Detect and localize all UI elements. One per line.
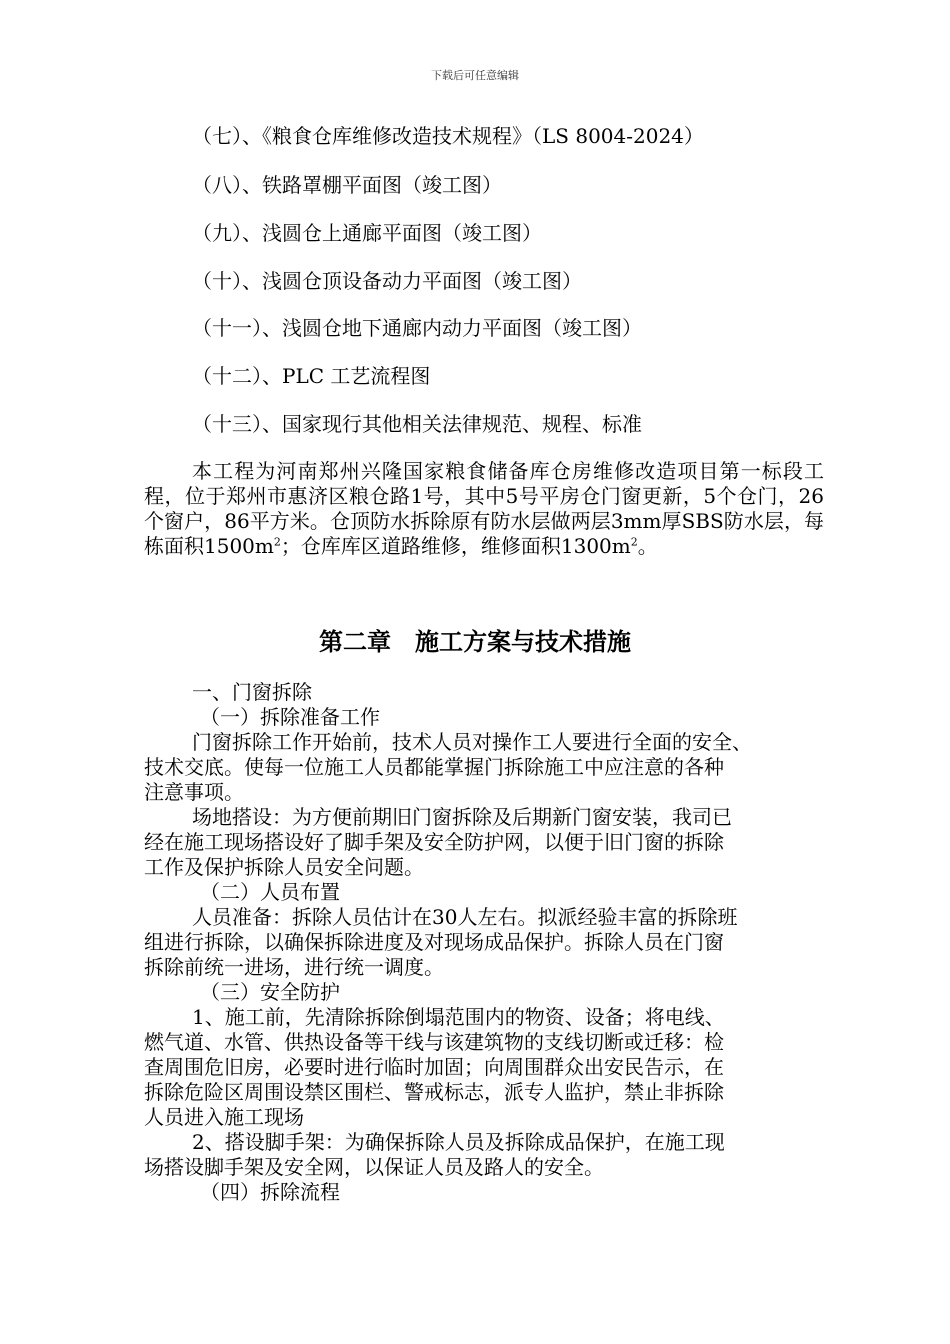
superscript: 2 xyxy=(630,535,638,549)
reference-item: （八）、铁路罩棚平面图（竣工图） xyxy=(192,173,502,197)
body-line: 人员准备：拆除人员估计在30人左右。拟派经验丰富的拆除班 xyxy=(192,905,738,929)
superscript: 2 xyxy=(273,535,281,549)
reference-item: （十二）、PLC 工艺流程图 xyxy=(192,364,431,388)
reference-item: （十三）、国家现行其他相关法律规范、规程、标准 xyxy=(192,412,642,436)
body-line: 工作及保护拆除人员安全问题。 xyxy=(144,855,424,879)
reference-item: （七）、《粮食仓库维修改造技术规程》（LS 8004-2024） xyxy=(192,124,704,148)
body-line: 经在施工现场搭设好了脚手架及安全防护网，以便于旧门窗的拆除 xyxy=(144,830,724,854)
overview-text: ；仓库库区道路维修，维修面积1300m xyxy=(280,534,631,558)
body-line: 技术交底。使每一位施工人员都能掌握门拆除施工中应注意的各种 xyxy=(144,755,724,779)
body-line: 拆除前统一进场，进行统一调度。 xyxy=(144,955,444,979)
body-line: 燃气道、水管、供热设备等干线与该建筑物的支线切断或迁移：检 xyxy=(144,1030,724,1054)
overview-text: 本工程为河南郑州兴隆国家粮食储备库仓房维修改造项目第一标段工程，位于郑州市惠济区粮仓路1号，其中5号平房仓门窗更新，5个仓门，26个窗户，86平方米。仓顶防水拆除原有防水层做两层3mm厚SBS防水层，每栋面积1500m xyxy=(144,459,824,558)
reference-item: （九）、浅圆仓上通廊平面图（竣工图） xyxy=(192,221,542,245)
section-heading: 一、门窗拆除 xyxy=(192,680,312,704)
body-line: 场搭设脚手架及安全网，以保证人员及路人的安全。 xyxy=(144,1155,604,1179)
subsection-heading: （二）人员布置 xyxy=(200,880,340,904)
watermark-text: 下载后可任意编辑 xyxy=(431,69,519,82)
subsection-heading: （三）安全防护 xyxy=(200,980,340,1004)
body-line: 场地搭设：为方便前期旧门窗拆除及后期新门窗安装，我司已 xyxy=(192,805,732,829)
body-line: 2、搭设脚手架：为确保拆除人员及拆除成品保护，在施工现 xyxy=(192,1130,725,1154)
subsection-heading: （一）拆除准备工作 xyxy=(200,705,380,729)
overview-text: 。 xyxy=(637,534,658,558)
body-line: 组进行拆除，以确保拆除进度及对现场成品保护。拆除人员在门窗 xyxy=(144,930,724,954)
body-line: 注意事项。 xyxy=(144,780,244,804)
project-overview-paragraph xyxy=(144,459,824,559)
reference-item: （十）、浅圆仓顶设备动力平面图（竣工图） xyxy=(192,269,582,293)
body-line: 查周围危旧房，必要时进行临时加固；向周围群众出安民告示，在 xyxy=(144,1055,724,1079)
chapter-title: 第二章 施工方案与技术措施 xyxy=(319,627,631,656)
reference-item: （十一）、浅圆仓地下通廊内动力平面图（竣工图） xyxy=(192,316,642,340)
body-line: 人员进入施工现场 xyxy=(144,1105,304,1129)
subsection-heading: （四）拆除流程 xyxy=(200,1180,340,1204)
body-line: 拆除危险区周围设禁区围栏、警戒标志，派专人监护，禁止非拆除 xyxy=(144,1080,724,1104)
body-line: 1、施工前，先清除拆除倒塌范围内的物资、设备；将电线、 xyxy=(192,1005,725,1029)
body-line: 门窗拆除工作开始前，技术人员对操作工人要进行全面的安全、 xyxy=(192,730,752,754)
